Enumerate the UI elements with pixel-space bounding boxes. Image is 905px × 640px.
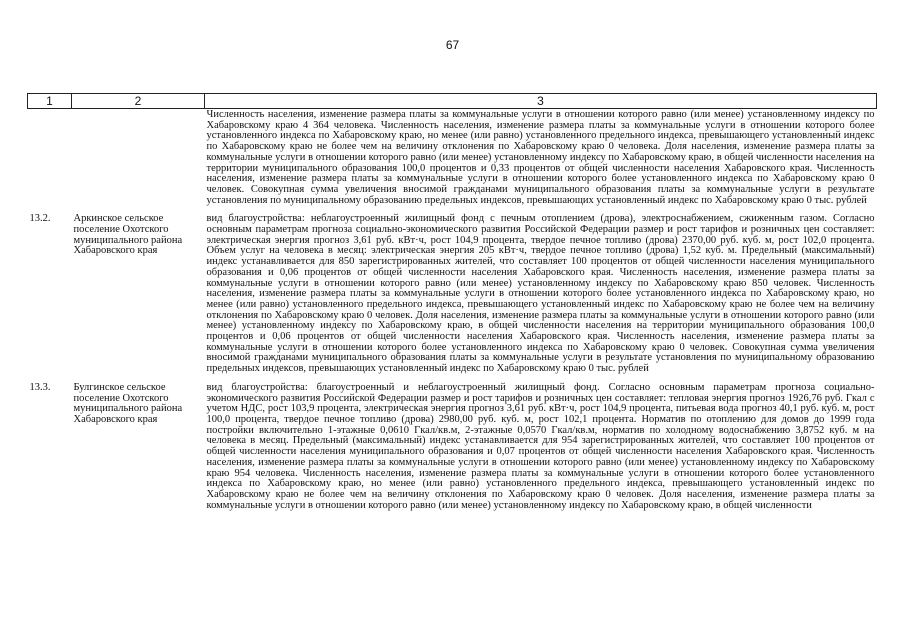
document-table xyxy=(27,93,877,516)
table-row xyxy=(28,211,877,380)
column-header-1: 1 xyxy=(28,94,72,109)
column-header-2: 2 xyxy=(72,94,205,109)
row-number: 13.2. xyxy=(29,213,51,225)
municipality-name: Аркинское сельское поселение Охотского муниципального района Хабаровского края xyxy=(73,213,183,257)
row-description: вид благоустройства: неблагоустроенный жилищный фонд с печным отоплением (дрова), электроснабжением, сжиженным газом. Согласно основным параметрам прогноза социально-экономического развития Российской Федерации размер и рост тарифов и розничных цен составляет: электрическая энергия прогноз 3,61 руб. кВт·ч, рост 104,9 процента, твердое печное топливо (дрова) 2370,00 руб. куб. м, рост 102,0 процента. Объем услуг на человека в месяц: электрическая энергия 205 кВт·ч, твердое печное топливо (дрова) 1,52 куб. м. Предельный (максимальный) индекс устанавливается для 850 зарегистрированных жителей, что составляет 100 процентов от общей численности населения муниципального образования и 0,06 процентов от общей численности населения Хабаровского края. Численность населения, изменение размера платы за коммунальные услуги в отношении которого равно (или менее) установленному индексу по Хабаровскому краю 850 человек. Численность населения, изменение размера платы за коммунальные услуги в отношении которого более установленного индекса по Хабаровскому краю, но менее (или равно) установленного предельного индекса, превышающего установленный индекс по Хабаровскому краю не более чем на величину отклонения по Хабаровскому краю 0 человек. Доля населения, изменение размера платы за коммунальные услуги в отношении которого равно (или менее) установленному индексу по Хабаровскому краю, в общей численности населения на территории муниципального образования 100,0 процентов и 0,06 процентов от общей численности населения Хабаровского края. Численность населения, изменение размера платы за коммунальные услуги в отношении которого более установленного индекса по Хабаровскому краю 0 человек. Совокупная сумма увеличения вносимой гражданами муниципального образования платы за коммунальные услуги в результате установления по муниципальному образованию предельных индексов, превышающих установленный индекс по Хабаровскому краю 0 тыс. рублей xyxy=(206,213,875,375)
table-row xyxy=(28,109,877,212)
row-number: 13.3. xyxy=(29,381,51,393)
page-number: 67 xyxy=(445,38,460,52)
header-row xyxy=(28,94,877,109)
municipality-name: Булгинское сельское поселение Охотского муниципального района Хабаровского края xyxy=(73,381,183,425)
table-row xyxy=(28,380,877,516)
row-description: вид благоустройства: благоустроенный и неблагоустроенный жилищный фонд. Согласно основным параметрам прогноза социально-экономического развития Российской Федерации размер и рост тарифов и розничных цен составляет: тепловая энергия прогноз 1926,76 руб. Гкал с учетом НДС, рост 103,9 процента, электрическая энергия прогноз 3,61 руб. кВт·ч, рост 104,9 процента, питьевая вода прогноз 40,1 руб. куб. м, рост 100,0 процента, твердое печное топливо (дрова) 2980,00 руб. куб. м, рост 102,1 процента. Норматив по отоплению для домов до 1999 года постройки включительно 1-этажные 0,0610 Гкал/кв.м, 2-этажные 0,0570 Гкал/кв.м, норматив по холодному водоснабжению 3,8752 куб. м на человека в месяц. Предельный (максимальный) индекс устанавливается для 954 зарегистрированных жителей, что составляет 100 процентов от общей численности населения муниципального образования и 0,07 процентов от общей численности населения Хабаровского края. Численность населения, изменение размера платы за коммунальные услуги в отношении которого равно (или менее) установленному индексу по Хабаровскому краю 954 человека. Численность населения, изменение размера платы за коммунальные услуги в отношении которого более установленного индекса по Хабаровскому краю, но менее (или равно) установленного предельного индекса, превышающего установленный индекс по Хабаровскому краю не более чем на величину отклонения по Хабаровскому краю 0 человек. Доля населения, изменение размера платы за коммунальные услуги в отношении которого равно (или менее) установленному индексу по Хабаровскому краю, в общей численности xyxy=(206,381,875,511)
row-number xyxy=(28,109,72,212)
row-description: Численность населения, изменение размера платы за коммунальные услуги в отношении которого равно (или менее) установленному индексу по Хабаровскому краю 4 364 человека. Численность населения, изменение размера платы за коммунальные услуги в отношении которого более установленного индекса по Хабаровскому краю, но менее (или равно) установленного предельного индекса, превышающего установленный индекс по Хабаровскому краю не более чем на величину отклонения по Хабаровскому краю 0 человека. Доля населения, изменение размера платы за коммунальные услуги в отношении которого равно (или менее) установленному индексу по Хабаровскому краю, в общей численности населения на территории муниципального образования 100,0 процентов и 0,33 процентов от общей численности населения Хабаровского края. Численность населения, изменение размера платы за коммунальные услуги в отношении которого более установленного индекса по Хабаровскому краю 0 человек. Совокупная сумма увеличения вносимой гражданами муниципального образования платы за коммунальные услуги в результате установления по муниципальному образованию предельных индексов, превышающих установленный индекс по Хабаровскому краю 0 тыс. рублей xyxy=(206,109,875,206)
table-header xyxy=(28,94,877,109)
municipality-name xyxy=(72,109,205,212)
column-header-3: 3 xyxy=(205,94,877,109)
